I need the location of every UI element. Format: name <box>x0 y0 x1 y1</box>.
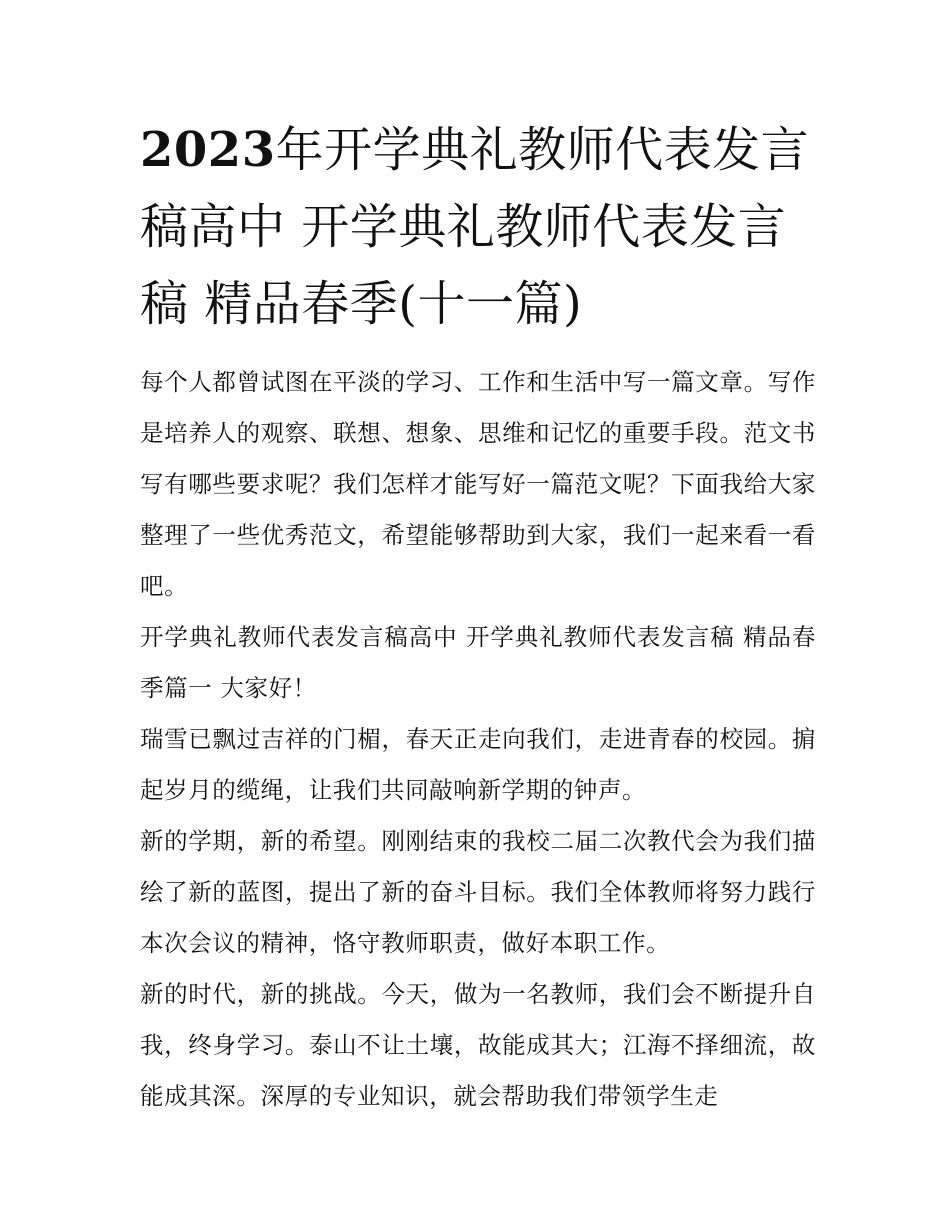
document-body <box>140 357 816 1122</box>
paragraph: 开学典礼教师代表发言稿高中 开学典礼教师代表发言稿 精品春季篇一 大家好！ <box>140 623 816 702</box>
document-title <box>140 112 816 343</box>
paragraph: 新的时代，新的挑战。今天，做为一名教师，我们会不断提升自我，终身学习。泰山不让土壤，故能成其大；江海不择细流，故能成其深。深厚的专业知识，就会帮助我们带领学生走 <box>140 980 816 1110</box>
paragraph: 每个人都曾试图在平淡的学习、工作和生活中写一篇文章。写作是培养人的观察、联想、想象、思维和记忆的重要手段。范文书写有哪些要求呢？我们怎样才能写好一篇范文呢？下面我给大家整理了一些优秀范文，希望能够帮助到大家，我们一起来看一看吧。 <box>140 368 816 600</box>
title-year: 2023 <box>140 122 276 178</box>
paragraph: 瑞雪已飘过吉祥的门楣，春天正走向我们，走进青春的校园。掮起岁月的缆绳，让我们共同敲响新学期的钟声。 <box>140 725 816 804</box>
paragraph: 新的学期，新的希望。刚刚结束的我校二届二次教代会为我们描绘了新的蓝图，提出了新的奋斗目标。我们全体教师将努力践行本次会议的精神，恪守教师职责，做好本职工作。 <box>140 827 816 957</box>
document-page <box>140 112 816 1122</box>
title-text: 年开学典礼教师代表发言稿高中 开学典礼教师代表发言稿 精品春季(十一篇) <box>140 122 810 332</box>
